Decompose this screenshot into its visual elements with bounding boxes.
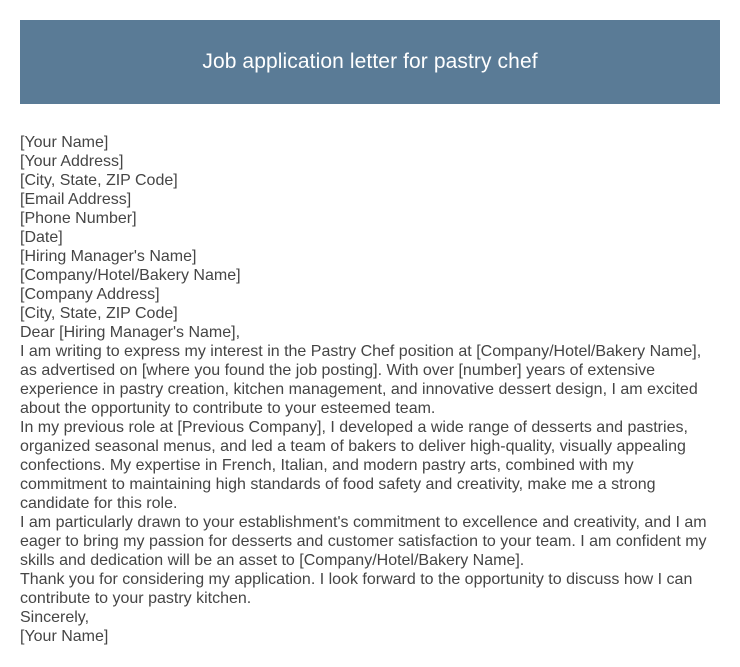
recipient-address: [Company Address] [20, 286, 160, 303]
recipient-city-state-zip: [City, State, ZIP Code] [20, 305, 178, 322]
paragraph-line: I am writing to express my interest in the Pastry Chef position at [Company/Hotel/Bakery Name], [20, 343, 702, 360]
paragraph-line: eager to bring my passion for desserts and customer satisfaction to your team. I am confident my [20, 533, 707, 550]
paragraph-intro [20, 342, 720, 418]
salutation: Dear [Hiring Manager's Name], [20, 324, 241, 341]
paragraph-line: contribute to your pastry kitchen. [20, 590, 252, 607]
paragraph-line: skills and dedication will be an asset to [Company/Hotel/Bakery Name]. [20, 552, 525, 569]
paragraph-motivation [20, 513, 720, 570]
sender-phone: [Phone Number] [20, 210, 137, 227]
title-banner [20, 20, 720, 104]
paragraph-line: confections. My expertise in French, Italian, and modern pastry arts, combined with my [20, 457, 634, 474]
sender-city-state-zip: [City, State, ZIP Code] [20, 172, 178, 189]
letter-body [20, 133, 720, 646]
paragraph-line: commitment to maintaining high standards of food safety and creativity, make me a strong [20, 476, 656, 493]
paragraph-line: organized seasonal menus, and led a team of bakers to deliver high-quality, visually appealing [20, 438, 686, 455]
paragraph-line: In my previous role at [Previous Company], I developed a wide range of desserts and pastries, [20, 419, 688, 436]
signature-name: [Your Name] [20, 628, 109, 645]
paragraph-line: Thank you for considering my application. I look forward to the opportunity to discuss how I can [20, 571, 693, 588]
paragraph-line: I am particularly drawn to your establishment's commitment to excellence and creativity, and I am [20, 514, 707, 531]
sender-email: [Email Address] [20, 191, 132, 208]
paragraph-line: about the opportunity to contribute to your esteemed team. [20, 400, 436, 417]
paragraph-experience [20, 418, 720, 513]
paragraph-line: as advertised on [where you found the job posting]. With over [number] years of extensive [20, 362, 656, 379]
sender-address: [Your Address] [20, 153, 124, 170]
paragraph-closing [20, 570, 720, 608]
paragraph-line: experience in pastry creation, kitchen management, and innovative dessert design, I am excited [20, 381, 698, 398]
recipient-company: [Company/Hotel/Bakery Name] [20, 267, 241, 284]
sender-name: [Your Name] [20, 134, 109, 151]
letter-date: [Date] [20, 229, 63, 246]
closing: Sincerely, [20, 609, 90, 626]
page-title: Job application letter for pastry chef [202, 50, 538, 73]
paragraph-line: candidate for this role. [20, 495, 178, 512]
recipient-name: [Hiring Manager's Name] [20, 248, 197, 265]
